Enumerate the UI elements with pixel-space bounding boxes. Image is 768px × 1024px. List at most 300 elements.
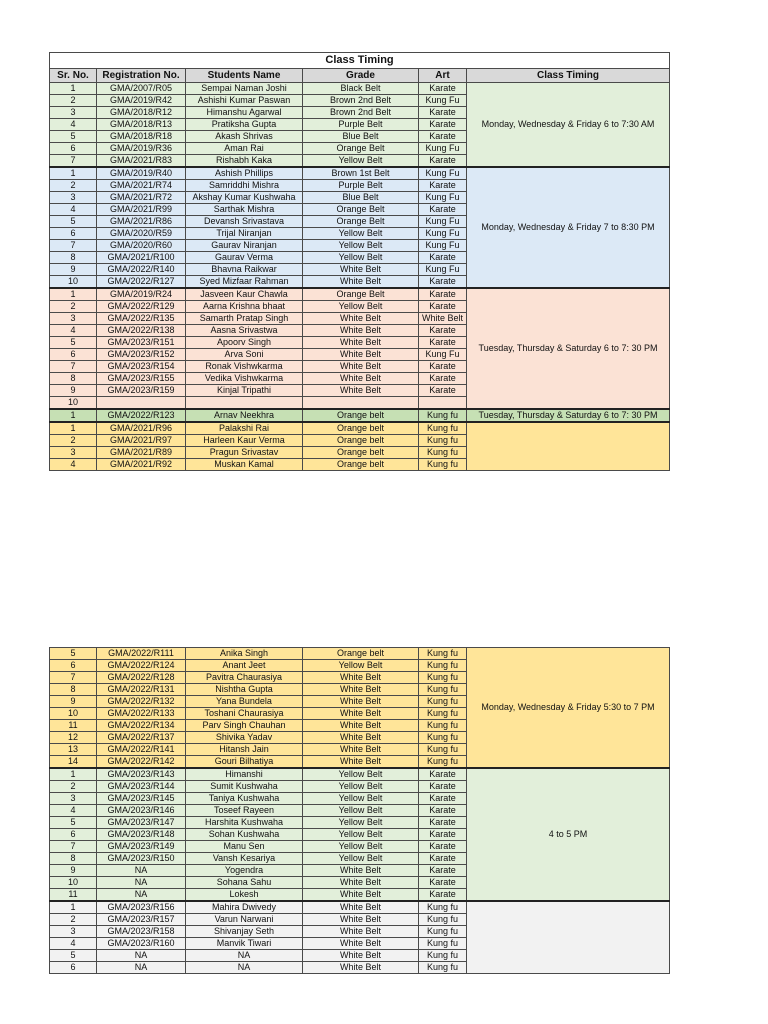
registration-no-cell: GMA/2023/R154 — [97, 361, 186, 373]
art-cell: Karate — [419, 337, 467, 349]
sr-no-cell: 2 — [50, 781, 97, 793]
registration-no-cell: GMA/2023/R158 — [97, 926, 186, 938]
registration-no-cell: GMA/2007/R05 — [97, 83, 186, 95]
class-timing-cell — [467, 422, 670, 471]
sr-no-cell: 2 — [50, 180, 97, 192]
student-name-cell: Samriddhi Mishra — [186, 180, 303, 192]
registration-no-cell: GMA/2021/R86 — [97, 216, 186, 228]
sr-no-cell: 2 — [50, 914, 97, 926]
registration-no-cell: GMA/2023/R157 — [97, 914, 186, 926]
student-name-cell: NA — [186, 962, 303, 974]
sr-no-cell: 6 — [50, 143, 97, 155]
art-cell: Karate — [419, 853, 467, 865]
sr-no-cell: 9 — [50, 696, 97, 708]
art-cell: Karate — [419, 768, 467, 781]
art-cell: Kung fu — [419, 708, 467, 720]
sr-no-cell: 9 — [50, 385, 97, 397]
student-name-cell: Nishtha Gupta — [186, 684, 303, 696]
art-cell: Kung fu — [419, 696, 467, 708]
art-cell: Karate — [419, 288, 467, 301]
grade-cell: Orange belt — [303, 459, 419, 471]
registration-no-cell: NA — [97, 877, 186, 889]
art-cell: Karate — [419, 793, 467, 805]
art-cell: Kung Fu — [419, 143, 467, 155]
sr-no-cell: 9 — [50, 865, 97, 877]
grade-cell: White Belt — [303, 901, 419, 914]
art-cell: Karate — [419, 361, 467, 373]
art-cell: Kung fu — [419, 926, 467, 938]
grade-cell: White Belt — [303, 313, 419, 325]
registration-no-cell: GMA/2022/R129 — [97, 301, 186, 313]
grade-cell: White Belt — [303, 708, 419, 720]
sr-no-cell: 8 — [50, 684, 97, 696]
registration-no-cell: GMA/2021/R89 — [97, 447, 186, 459]
art-cell: Karate — [419, 385, 467, 397]
art-cell: Kung fu — [419, 744, 467, 756]
registration-no-cell: GMA/2022/R111 — [97, 648, 186, 660]
grade-cell: Brown 2nd Belt — [303, 107, 419, 119]
grade-cell: White Belt — [303, 373, 419, 385]
registration-no-cell: GMA/2021/R100 — [97, 252, 186, 264]
sr-no-cell: 1 — [50, 901, 97, 914]
student-name-cell: Pavitra Chaurasiya — [186, 672, 303, 684]
art-cell: Kung fu — [419, 720, 467, 732]
art-cell: Kung fu — [419, 950, 467, 962]
table-row — [50, 768, 670, 781]
student-name-cell: Parv Singh Chauhan — [186, 720, 303, 732]
grade-cell: Yellow Belt — [303, 660, 419, 672]
sr-no-cell: 13 — [50, 744, 97, 756]
sr-no-cell: 1 — [50, 83, 97, 95]
header-art: Art — [419, 69, 467, 83]
student-name-cell: Sarthak Mishra — [186, 204, 303, 216]
grade-cell: Yellow Belt — [303, 301, 419, 313]
table-row — [50, 409, 670, 422]
art-cell: Kung fu — [419, 672, 467, 684]
registration-no-cell: GMA/2018/R13 — [97, 119, 186, 131]
sr-no-cell: 3 — [50, 793, 97, 805]
grade-cell: White Belt — [303, 877, 419, 889]
art-cell: Karate — [419, 889, 467, 902]
art-cell: Kung Fu — [419, 216, 467, 228]
sr-no-cell: 4 — [50, 204, 97, 216]
student-name-cell: Devansh Srivastava — [186, 216, 303, 228]
student-name-cell: Vansh Kesariya — [186, 853, 303, 865]
art-cell: Kung fu — [419, 914, 467, 926]
student-name-cell: Aarna Krishna bhaat — [186, 301, 303, 313]
registration-no-cell: GMA/2022/R127 — [97, 276, 186, 289]
student-name-cell: Harleen Kaur Verma — [186, 435, 303, 447]
student-name-cell: Mahira Dwivedy — [186, 901, 303, 914]
sr-no-cell: 2 — [50, 435, 97, 447]
art-cell: Kung fu — [419, 756, 467, 769]
grade-cell: White Belt — [303, 720, 419, 732]
sr-no-cell: 7 — [50, 841, 97, 853]
registration-no-cell: GMA/2019/R24 — [97, 288, 186, 301]
art-cell: Kung Fu — [419, 349, 467, 361]
student-name-cell: Muskan Kamal — [186, 459, 303, 471]
grade-cell: Brown 1st Belt — [303, 167, 419, 180]
registration-no-cell: GMA/2021/R74 — [97, 180, 186, 192]
grade-cell: Orange belt — [303, 648, 419, 660]
art-cell — [419, 397, 467, 410]
student-name-cell: Toshani Chaurasiya — [186, 708, 303, 720]
sr-no-cell: 8 — [50, 373, 97, 385]
grade-cell: White Belt — [303, 756, 419, 769]
grade-cell — [303, 397, 419, 410]
art-cell: Karate — [419, 781, 467, 793]
art-cell: Kung fu — [419, 684, 467, 696]
student-name-cell: Gouri Bilhatiya — [186, 756, 303, 769]
student-name-cell: Apoorv Singh — [186, 337, 303, 349]
student-name-cell: Lokesh — [186, 889, 303, 902]
grade-cell: White Belt — [303, 926, 419, 938]
grade-cell: Orange belt — [303, 422, 419, 435]
class-timing-table-page-1 — [49, 52, 670, 471]
class-timing-cell — [467, 901, 670, 974]
art-cell: Kung Fu — [419, 240, 467, 252]
art-cell: Karate — [419, 301, 467, 313]
registration-no-cell: GMA/2022/R131 — [97, 684, 186, 696]
art-cell: Karate — [419, 805, 467, 817]
registration-no-cell: GMA/2021/R72 — [97, 192, 186, 204]
student-name-cell: Manu Sen — [186, 841, 303, 853]
header-students-name: Students Name — [186, 69, 303, 83]
student-name-cell: Arnav Neekhra — [186, 409, 303, 422]
registration-no-cell: GMA/2019/R42 — [97, 95, 186, 107]
registration-no-cell: GMA/2023/R150 — [97, 853, 186, 865]
student-name-cell: Pratiksha Gupta — [186, 119, 303, 131]
sr-no-cell: 3 — [50, 926, 97, 938]
sr-no-cell: 7 — [50, 361, 97, 373]
art-cell: Karate — [419, 829, 467, 841]
grade-cell: Yellow Belt — [303, 228, 419, 240]
registration-no-cell: GMA/2023/R151 — [97, 337, 186, 349]
sr-no-cell: 6 — [50, 829, 97, 841]
student-name-cell: Varun Narwani — [186, 914, 303, 926]
registration-no-cell: NA — [97, 962, 186, 974]
student-name-cell: Sohana Sahu — [186, 877, 303, 889]
student-name-cell: Taniya Kushwaha — [186, 793, 303, 805]
grade-cell: Brown 2nd Belt — [303, 95, 419, 107]
art-cell: Kung Fu — [419, 167, 467, 180]
registration-no-cell: GMA/2023/R152 — [97, 349, 186, 361]
registration-no-cell — [97, 397, 186, 410]
art-cell: Kung fu — [419, 732, 467, 744]
sr-no-cell: 4 — [50, 805, 97, 817]
grade-cell: Orange Belt — [303, 216, 419, 228]
grade-cell: Black Belt — [303, 83, 419, 95]
registration-no-cell: GMA/2023/R159 — [97, 385, 186, 397]
sr-no-cell: 10 — [50, 877, 97, 889]
registration-no-cell: NA — [97, 950, 186, 962]
student-name-cell: Hitansh Jain — [186, 744, 303, 756]
grade-cell: Orange Belt — [303, 288, 419, 301]
student-name-cell: NA — [186, 950, 303, 962]
student-name-cell: Rishabh Kaka — [186, 155, 303, 168]
sr-no-cell: 9 — [50, 264, 97, 276]
grade-cell: White Belt — [303, 385, 419, 397]
art-cell: Kung fu — [419, 660, 467, 672]
grade-cell: Yellow Belt — [303, 829, 419, 841]
sr-no-cell: 3 — [50, 313, 97, 325]
art-cell: Kung Fu — [419, 228, 467, 240]
grade-cell: Yellow Belt — [303, 781, 419, 793]
art-cell: Karate — [419, 83, 467, 95]
grade-cell: White Belt — [303, 672, 419, 684]
registration-no-cell: GMA/2021/R92 — [97, 459, 186, 471]
student-name-cell: Himanshi — [186, 768, 303, 781]
sr-no-cell: 2 — [50, 95, 97, 107]
student-name-cell: Shivika Yadav — [186, 732, 303, 744]
registration-no-cell: GMA/2020/R59 — [97, 228, 186, 240]
header-registration-no: Registration No. — [97, 69, 186, 83]
registration-no-cell: GMA/2022/R140 — [97, 264, 186, 276]
art-cell: Karate — [419, 865, 467, 877]
sr-no-cell: 5 — [50, 131, 97, 143]
student-name-cell: Gaurav Niranjan — [186, 240, 303, 252]
grade-cell: Blue Belt — [303, 192, 419, 204]
registration-no-cell: GMA/2019/R40 — [97, 167, 186, 180]
student-name-cell: Arva Soni — [186, 349, 303, 361]
art-cell: Karate — [419, 119, 467, 131]
sr-no-cell: 3 — [50, 192, 97, 204]
sr-no-cell: 7 — [50, 672, 97, 684]
art-cell: Karate — [419, 204, 467, 216]
student-name-cell: Palakshi Rai — [186, 422, 303, 435]
class-timing-cell: Monday, Wednesday & Friday 6 to 7:30 AM — [467, 83, 670, 168]
registration-no-cell: GMA/2022/R138 — [97, 325, 186, 337]
registration-no-cell: GMA/2019/R36 — [97, 143, 186, 155]
sr-no-cell: 4 — [50, 119, 97, 131]
art-cell: Kung Fu — [419, 192, 467, 204]
grade-cell: Yellow Belt — [303, 155, 419, 168]
registration-no-cell: GMA/2018/R12 — [97, 107, 186, 119]
art-cell: Kung fu — [419, 435, 467, 447]
student-name-cell: Syed Mizfaar Rahman — [186, 276, 303, 289]
art-cell: White Belt — [419, 313, 467, 325]
table-row — [50, 83, 670, 95]
art-cell: Karate — [419, 180, 467, 192]
student-name-cell: Harshita Kushwaha — [186, 817, 303, 829]
grade-cell: Purple Belt — [303, 180, 419, 192]
sr-no-cell: 3 — [50, 447, 97, 459]
registration-no-cell: GMA/2023/R160 — [97, 938, 186, 950]
student-name-cell: Vedika Vishwkarma — [186, 373, 303, 385]
header-class-timing: Class Timing — [467, 69, 670, 83]
registration-no-cell: GMA/2023/R155 — [97, 373, 186, 385]
registration-no-cell: GMA/2022/R128 — [97, 672, 186, 684]
grade-cell: White Belt — [303, 962, 419, 974]
student-name-cell: Anant Jeet — [186, 660, 303, 672]
class-timing-cell: Tuesday, Thursday & Saturday 6 to 7: 30 PM — [467, 409, 670, 422]
grade-cell: Yellow Belt — [303, 817, 419, 829]
grade-cell: White Belt — [303, 349, 419, 361]
art-cell: Kung fu — [419, 422, 467, 435]
art-cell: Karate — [419, 817, 467, 829]
art-cell: Karate — [419, 107, 467, 119]
sr-no-cell: 4 — [50, 938, 97, 950]
registration-no-cell: GMA/2023/R149 — [97, 841, 186, 853]
student-name-cell: Sempai Naman Joshi — [186, 83, 303, 95]
class-timing-cell: Tuesday, Thursday & Saturday 6 to 7: 30 PM — [467, 288, 670, 409]
student-name-cell: Akash Shrivas — [186, 131, 303, 143]
sr-no-cell: 6 — [50, 660, 97, 672]
registration-no-cell: GMA/2020/R60 — [97, 240, 186, 252]
registration-no-cell: NA — [97, 889, 186, 902]
student-name-cell: Jasveen Kaur Chawla — [186, 288, 303, 301]
student-name-cell: Sumit Kushwaha — [186, 781, 303, 793]
class-timing-cell: Monday, Wednesday & Friday 7 to 8:30 PM — [467, 167, 670, 288]
class-timing-table-page-2 — [49, 647, 670, 974]
sr-no-cell: 10 — [50, 397, 97, 410]
grade-cell: Yellow Belt — [303, 252, 419, 264]
grade-cell: Yellow Belt — [303, 805, 419, 817]
sr-no-cell: 1 — [50, 288, 97, 301]
grade-cell: White Belt — [303, 264, 419, 276]
student-name-cell: Aman Rai — [186, 143, 303, 155]
grade-cell: Orange belt — [303, 409, 419, 422]
grade-cell: White Belt — [303, 889, 419, 902]
registration-no-cell: GMA/2022/R142 — [97, 756, 186, 769]
grade-cell: White Belt — [303, 337, 419, 349]
grade-cell: White Belt — [303, 938, 419, 950]
grade-cell: White Belt — [303, 744, 419, 756]
class-timing-cell: 4 to 5 PM — [467, 768, 670, 901]
student-name-cell: Samarth Pratap Singh — [186, 313, 303, 325]
sheet-title: Class Timing — [50, 53, 670, 69]
sr-no-cell: 6 — [50, 349, 97, 361]
sr-no-cell: 6 — [50, 228, 97, 240]
student-name-cell: Anika Singh — [186, 648, 303, 660]
registration-no-cell: GMA/2022/R132 — [97, 696, 186, 708]
sr-no-cell: 11 — [50, 720, 97, 732]
sr-no-cell: 3 — [50, 107, 97, 119]
grade-cell: White Belt — [303, 950, 419, 962]
grade-cell: White Belt — [303, 732, 419, 744]
sr-no-cell: 5 — [50, 337, 97, 349]
registration-no-cell: GMA/2022/R134 — [97, 720, 186, 732]
registration-no-cell: GMA/2023/R156 — [97, 901, 186, 914]
art-cell: Kung fu — [419, 962, 467, 974]
sr-no-cell: 4 — [50, 459, 97, 471]
student-name-cell: Ronak Vishwkarma — [186, 361, 303, 373]
art-cell: Kung fu — [419, 409, 467, 422]
sr-no-cell: 5 — [50, 648, 97, 660]
table-row — [50, 648, 670, 660]
grade-cell: Purple Belt — [303, 119, 419, 131]
art-cell: Karate — [419, 252, 467, 264]
art-cell: Karate — [419, 373, 467, 385]
sr-no-cell: 7 — [50, 155, 97, 168]
student-name-cell: Himanshu Agarwal — [186, 107, 303, 119]
registration-no-cell: GMA/2018/R18 — [97, 131, 186, 143]
registration-no-cell: GMA/2021/R83 — [97, 155, 186, 168]
table-row — [50, 901, 670, 914]
sr-no-cell: 4 — [50, 325, 97, 337]
sr-no-cell: 5 — [50, 950, 97, 962]
grade-cell: Yellow Belt — [303, 793, 419, 805]
student-name-cell: Aasna Srivastwa — [186, 325, 303, 337]
grade-cell: White Belt — [303, 325, 419, 337]
table-body — [50, 83, 670, 471]
student-name-cell: Manvik Tiwari — [186, 938, 303, 950]
registration-no-cell: GMA/2023/R148 — [97, 829, 186, 841]
art-cell: Karate — [419, 155, 467, 168]
registration-no-cell: GMA/2022/R135 — [97, 313, 186, 325]
registration-no-cell: GMA/2022/R141 — [97, 744, 186, 756]
grade-cell: Yellow Belt — [303, 240, 419, 252]
registration-no-cell: GMA/2023/R147 — [97, 817, 186, 829]
sr-no-cell: 2 — [50, 301, 97, 313]
grade-cell: Orange Belt — [303, 204, 419, 216]
sr-no-cell: 10 — [50, 276, 97, 289]
art-cell: Kung fu — [419, 901, 467, 914]
art-cell: Kung fu — [419, 938, 467, 950]
student-name-cell: Kinjal Tripathi — [186, 385, 303, 397]
table-row — [50, 288, 670, 301]
registration-no-cell: GMA/2022/R133 — [97, 708, 186, 720]
student-name-cell — [186, 397, 303, 410]
sr-no-cell: 1 — [50, 768, 97, 781]
registration-no-cell: NA — [97, 865, 186, 877]
registration-no-cell: GMA/2022/R124 — [97, 660, 186, 672]
art-cell: Karate — [419, 841, 467, 853]
student-name-cell: Shivanjay Seth — [186, 926, 303, 938]
grade-cell: Yellow Belt — [303, 768, 419, 781]
header-grade: Grade — [303, 69, 419, 83]
table-body — [50, 648, 670, 974]
student-name-cell: Yogendra — [186, 865, 303, 877]
student-name-cell: Akshay Kumar Kushwaha — [186, 192, 303, 204]
sr-no-cell: 5 — [50, 817, 97, 829]
sr-no-cell: 1 — [50, 422, 97, 435]
student-name-cell: Ashishi Kumar Paswan — [186, 95, 303, 107]
sr-no-cell: 1 — [50, 409, 97, 422]
grade-cell: Orange belt — [303, 435, 419, 447]
student-name-cell: Ashish Phillips — [186, 167, 303, 180]
art-cell: Kung fu — [419, 447, 467, 459]
student-name-cell: Gaurav Verma — [186, 252, 303, 264]
sr-no-cell: 11 — [50, 889, 97, 902]
art-cell: Karate — [419, 877, 467, 889]
registration-no-cell: GMA/2021/R99 — [97, 204, 186, 216]
art-cell: Karate — [419, 325, 467, 337]
registration-no-cell: GMA/2021/R97 — [97, 435, 186, 447]
sr-no-cell: 1 — [50, 167, 97, 180]
sr-no-cell: 7 — [50, 240, 97, 252]
header-sr-no: Sr. No. — [50, 69, 97, 83]
grade-cell: Yellow Belt — [303, 841, 419, 853]
grade-cell: White Belt — [303, 696, 419, 708]
student-name-cell: Toseef Rayeen — [186, 805, 303, 817]
grade-cell: Orange belt — [303, 447, 419, 459]
student-name-cell: Bhavna Raikwar — [186, 264, 303, 276]
grade-cell: White Belt — [303, 361, 419, 373]
grade-cell: Orange Belt — [303, 143, 419, 155]
sr-no-cell: 14 — [50, 756, 97, 769]
student-name-cell: Trijal Niranjan — [186, 228, 303, 240]
grade-cell: White Belt — [303, 684, 419, 696]
registration-no-cell: GMA/2022/R123 — [97, 409, 186, 422]
registration-no-cell: GMA/2021/R96 — [97, 422, 186, 435]
registration-no-cell: GMA/2023/R146 — [97, 805, 186, 817]
art-cell: Kung Fu — [419, 95, 467, 107]
registration-no-cell: GMA/2022/R137 — [97, 732, 186, 744]
grade-cell: White Belt — [303, 276, 419, 289]
sr-no-cell: 5 — [50, 216, 97, 228]
grade-cell: Yellow Belt — [303, 853, 419, 865]
